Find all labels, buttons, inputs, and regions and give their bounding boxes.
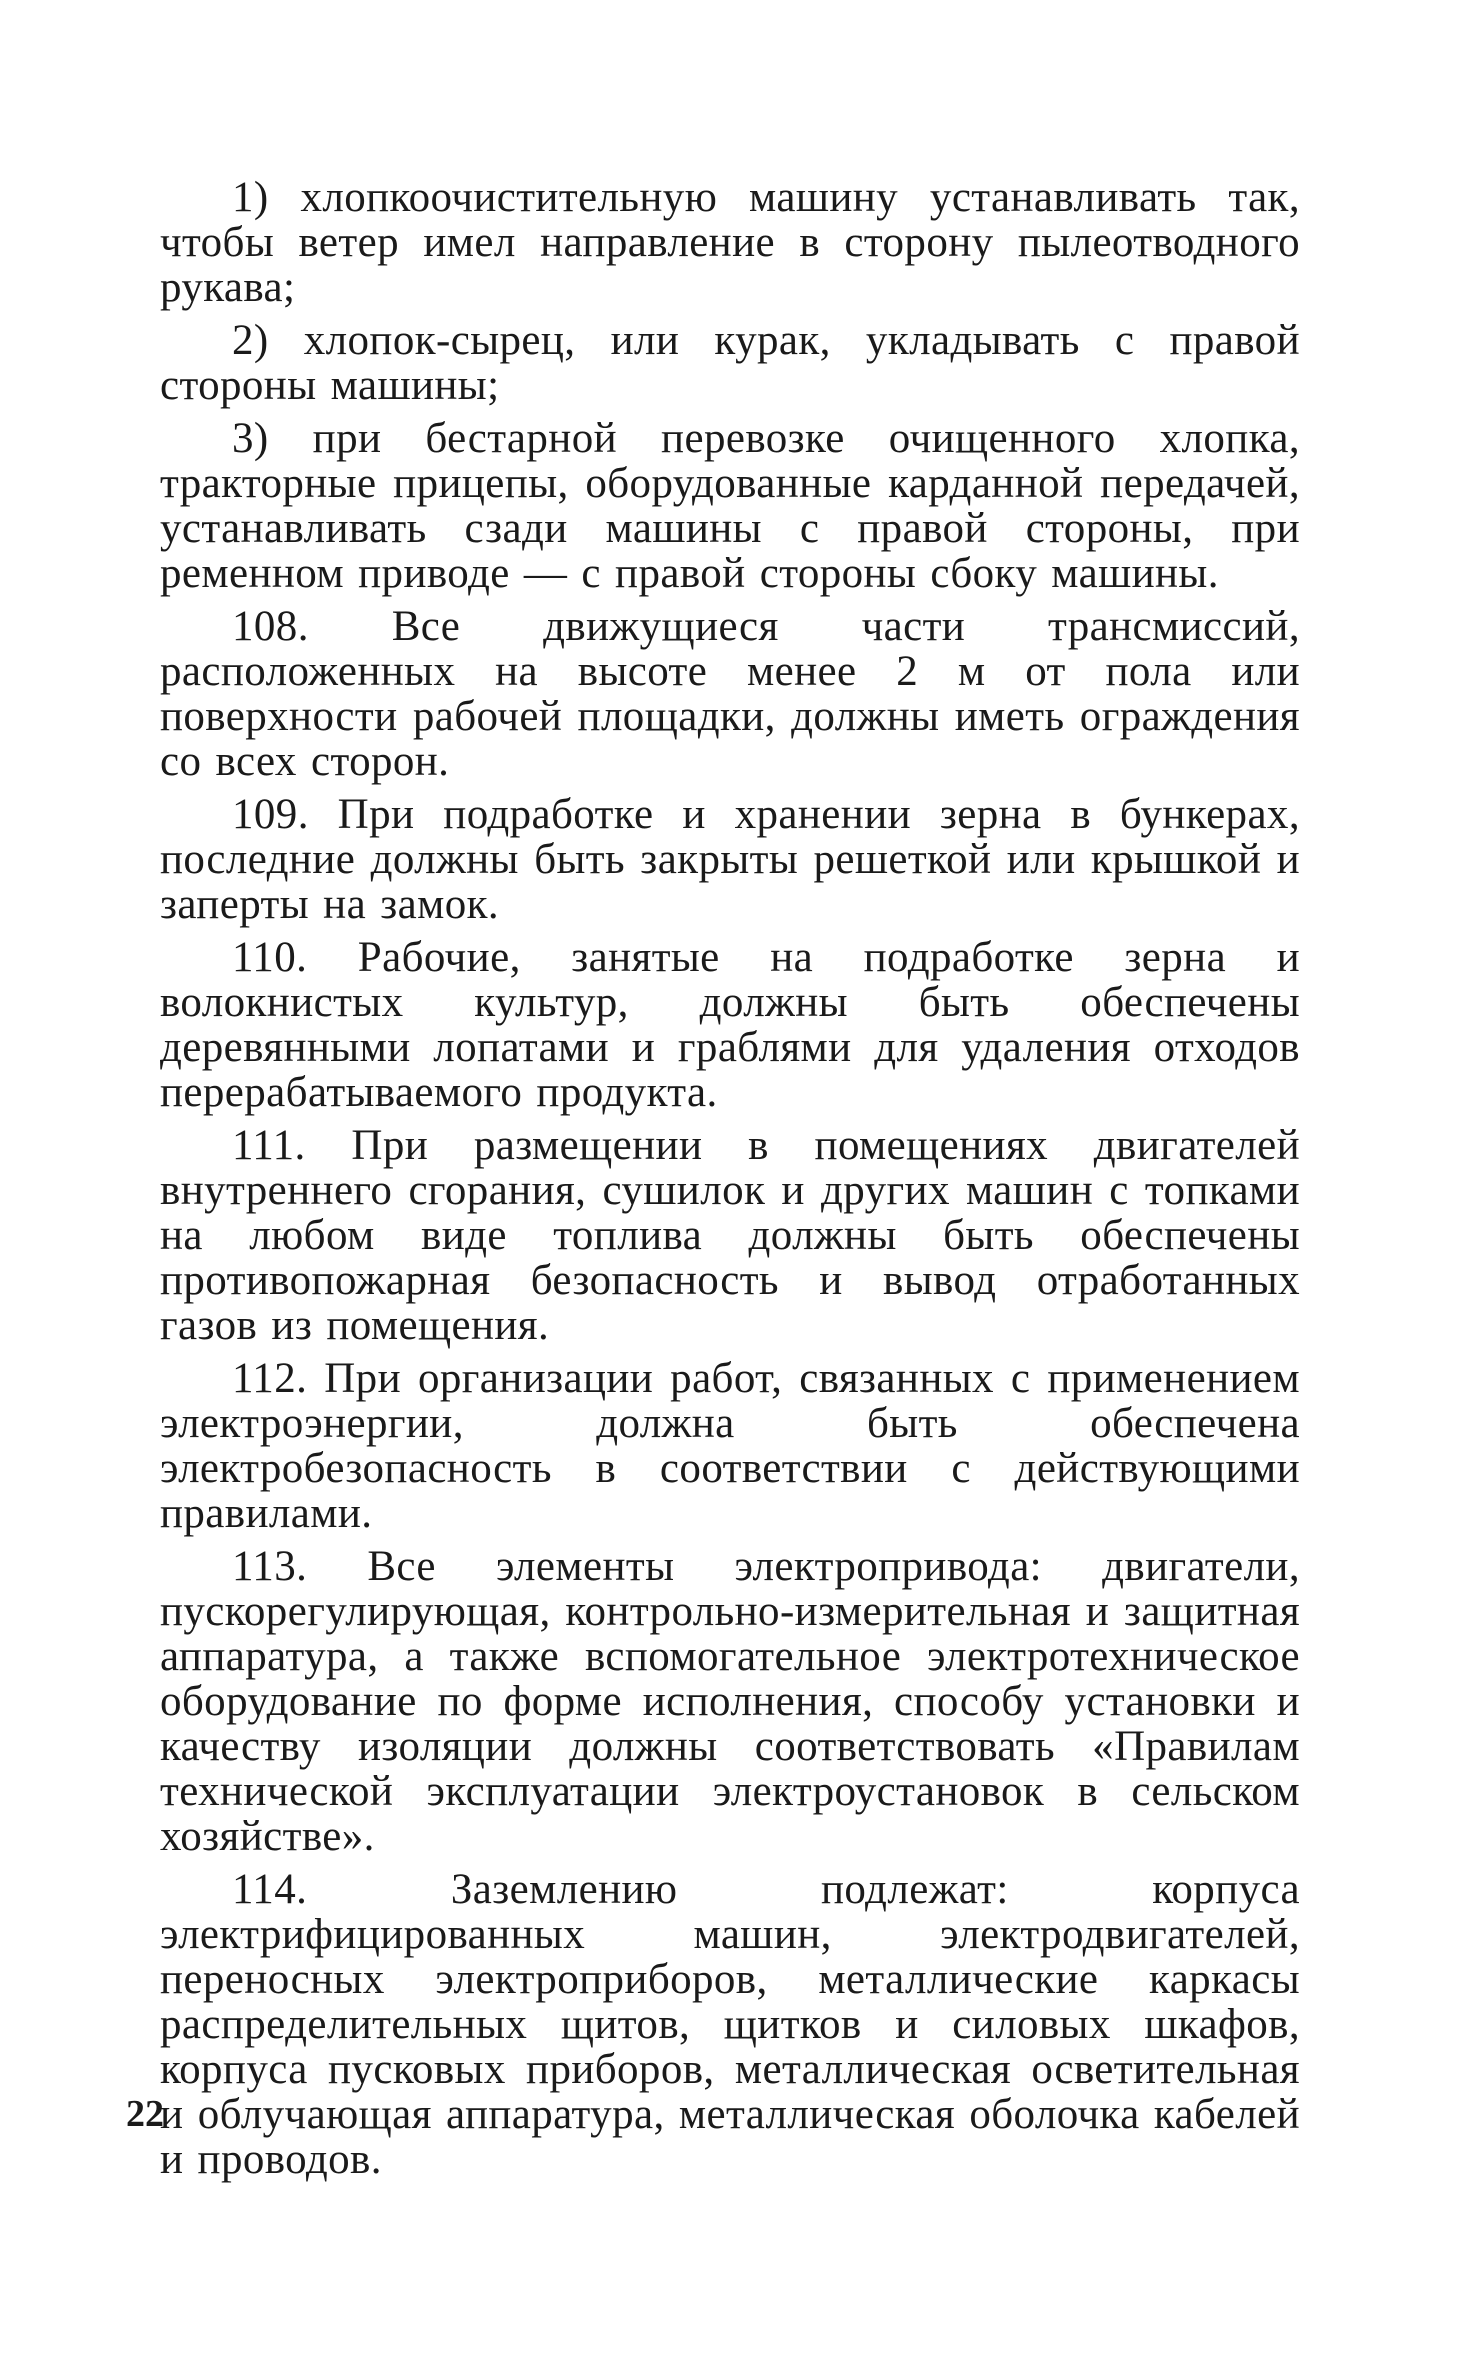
- paragraph-114: 114. Заземлению подлежат: корпуса электрифицированных машин, электродвигателей, переносных электроприборов, металлические каркасы распределительных щитов, щитков и силовых шкафов, корпуса пусковых приборов, металлическая осветительная и облучающая аппаратура, металлическая оболочка кабелей и проводов.: [160, 1866, 1300, 2183]
- paragraph-113: 113. Все элементы электропривода: двигатели, пускорегулирующая, контрольно-измерительная и защитная аппаратура, а также вспомогательное электротехническое оборудование по форме исполнения, способу установки и качеству изоляции должны соответствовать «Правилам технической эксплуатации электроустановок в сельском хозяйстве».: [160, 1543, 1300, 1860]
- page-body: [160, 175, 1300, 2186]
- paragraph-item-2: 2) хлопок-сырец, или курак, укладывать с правой стороны машины;: [160, 317, 1300, 409]
- paragraph-109: 109. При подработке и хранении зерна в бункерах, последние должны быть закрыты решеткой или крышкой и заперты на замок.: [160, 791, 1300, 928]
- paragraph-item-1: 1) хлопкоочистительную машину устанавливать так, чтобы ветер имел направление в сторону пылеотводного рукава;: [160, 174, 1300, 311]
- paragraph-110: 110. Рабочие, занятые на подработке зерна и волокнистых культур, должны быть обеспечены деревянными лопатами и граблями для удаления отходов перерабатываемого продукта.: [160, 934, 1300, 1116]
- paragraph-item-3: 3) при бестарной перевозке очищенного хлопка, тракторные прицепы, оборудованные карданной передачей, устанавливать сзади машины с правой стороны, при ременном приводе — с правой стороны сбоку машины.: [160, 415, 1300, 597]
- paragraph-111: 111. При размещении в помещениях двигателей внутреннего сгорания, сушилок и других машин с топками на любом виде топлива должны быть обеспечены противопожарная безопасность и вывод отработанных газов из помещения.: [160, 1122, 1300, 1349]
- paragraph-112: 112. При организации работ, связанных с применением электроэнергии, должна быть обеспечена электробезопасность в соответствии с действующими правилами.: [160, 1355, 1300, 1537]
- paragraph-108: 108. Все движущиеся части трансмиссий, расположенных на высоте менее 2 м от пола или поверхности рабочей площадки, должны иметь ограждения со всех сторон.: [160, 603, 1300, 785]
- page-number: 22: [126, 2093, 164, 2135]
